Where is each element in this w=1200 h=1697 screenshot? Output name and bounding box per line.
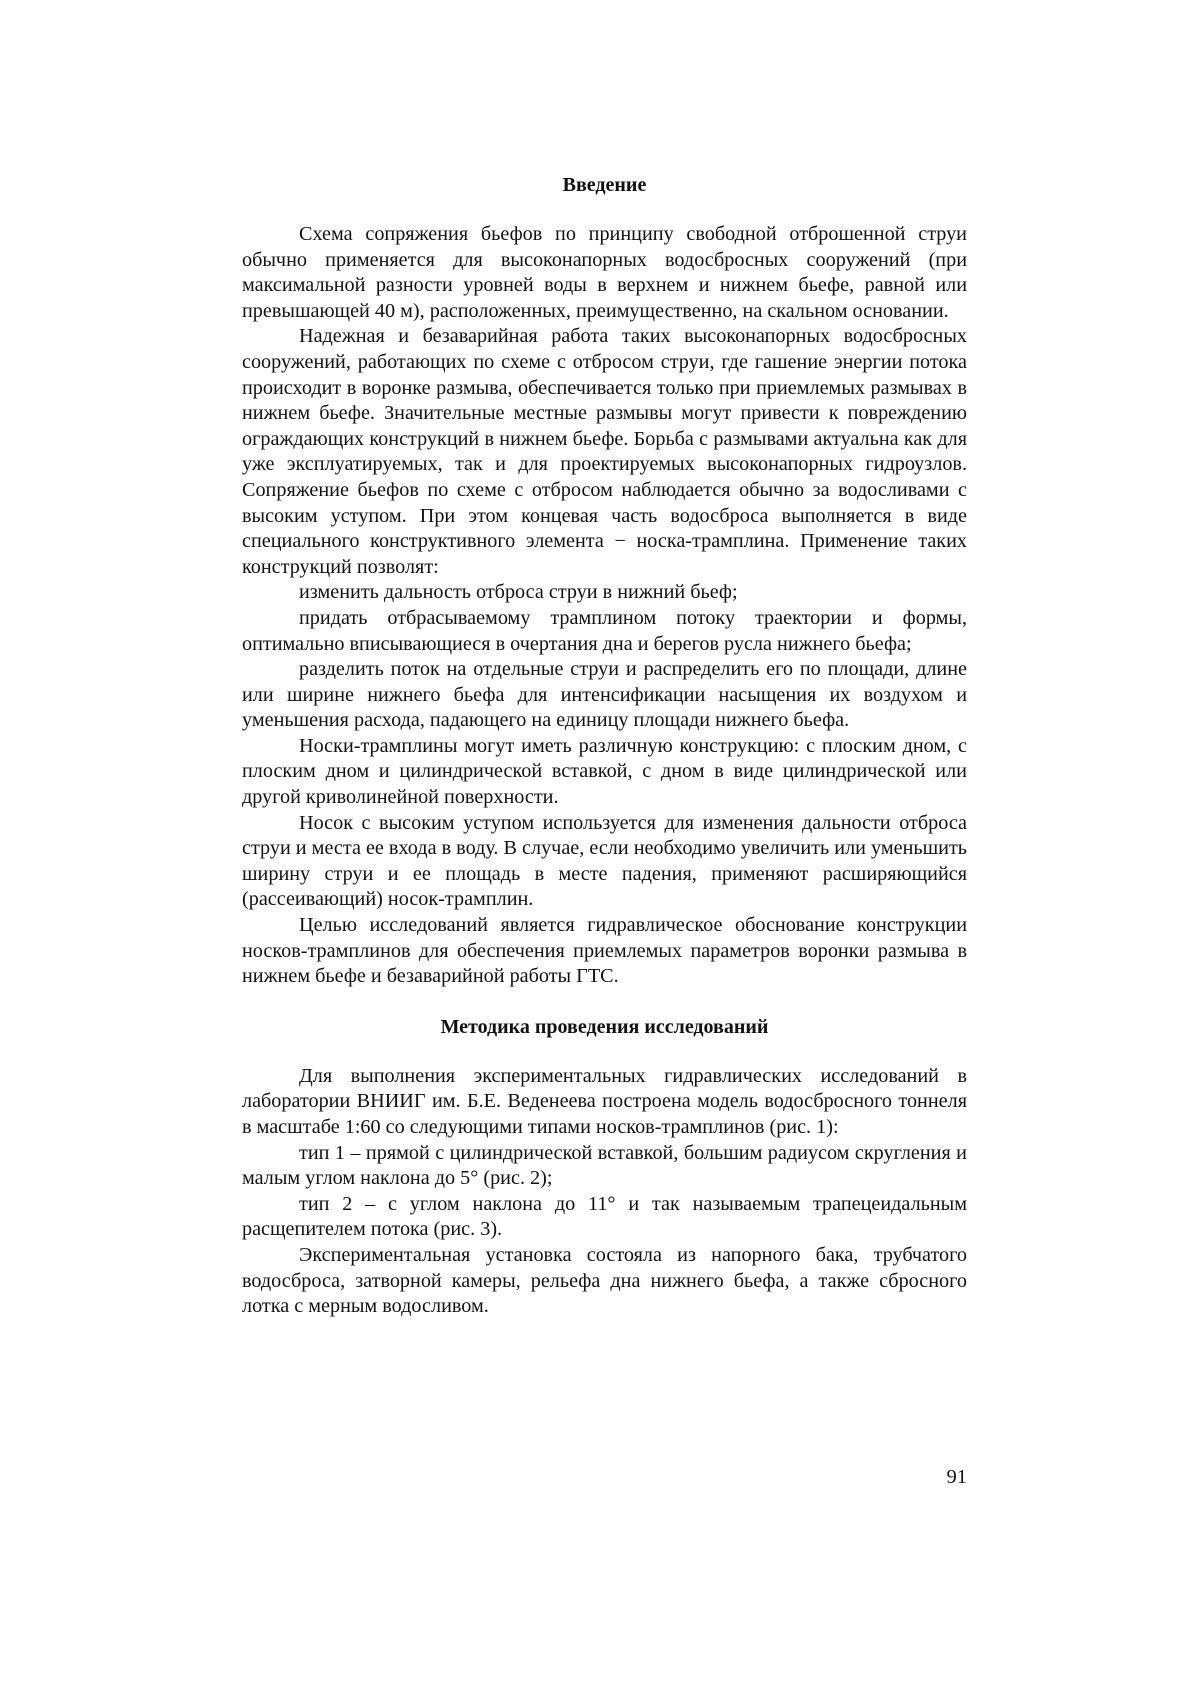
page-body (242, 172, 967, 1320)
intro-paragraph-2: Надежная и безаварийная работа таких высоконапорных водосбросных сооружений, работающих по схеме с отбросом струи, где гашение энергии потока происходит в воронке размыва, обеспечивается только при приемлемых размывах в нижнем бьефе. Значительные местные размывы могут привести к повреждению ограждающих конструкций в нижнем бьефе. Борьба с размывами актуальна как для уже эксплуатируемых, так и для проектируемых высоконапорных гидроузлов. Сопряжение бьефов по схеме с отбросом наблюдается обычно за водосливами с высоким уступом. При этом концевая часть водосброса выполняется в виде специального конструктивного элемента − носка-трамплина. Применение таких конструкций позволят: (242, 325, 967, 578)
intro-heading: Введение (562, 174, 647, 196)
method-heading: Методика проведения исследований (440, 1015, 769, 1038)
intro-list-item-1: изменить дальность отброса струи в нижний бьеф; (299, 581, 738, 604)
intro-list-item-2: придать отбрасываемому трамплином потоку траектории и формы, оптимально вписывающиеся в очертания дна и берегов русла нижнего бьефа; (242, 606, 967, 655)
intro-paragraph-5: Целью исследований является гидравлическое обоснование конструкции носков-трамплинов для обеспечения приемлемых параметров воронки размыва в нижнем бьефе и безаварийной работы ГТС. (242, 914, 967, 988)
intro-paragraph-4: Носок с высоким уступом используется для изменения дальности отброса струи и места ее входа в воду. В случае, если необходимо увеличить или уменьшить ширину струи и ее площадь в месте падения, применяют расширяющийся (рассеивающий) носок-трамплин. (242, 811, 967, 911)
page-number: 91 (946, 1466, 967, 1488)
intro-paragraph-1: Схема сопряжения бьефов по принципу свободной отброшенной струи обычно применяется для высоконапорных водосбросных сооружений (при максимальной разности уровней воды в верхнем и нижнем бьефе, равной или превышающей 40 м), расположенных, преимущественно, на скальном основании. (242, 223, 967, 322)
intro-list-item-3: разделить поток на отдельные струи и распределить его по площади, длине или ширине нижнего бьефа для интенсификации насыщения их воздухом и уменьшения расхода, падающего на единицу площади нижнего бьефа. (242, 658, 967, 732)
method-paragraph-2: Экспериментальная установка состояла из напорного бака, трубчатого водосброса, затворной камеры, рельефа дна нижнего бьефа, а также сбросного лотка с мерным водосливом. (242, 1243, 967, 1318)
intro-paragraph-3: Носки-трамплины могут иметь различную конструкцию: с плоским дном, с плоским дном и цилиндрической вставкой, с дном в виде цилиндрической или другой криволинейной поверхности. (242, 734, 967, 809)
method-list-item-1: тип 1 – прямой с цилиндрической вставкой, большим радиусом скругления и малым углом наклона до 5° (рис. 2); (242, 1141, 967, 1190)
method-list-item-2: тип 2 – с углом наклона до 11° и так называемым трапецеидальным расщепителем потока (рис. 3). (242, 1192, 967, 1241)
method-paragraph-1: Для выполнения экспериментальных гидравлических исследований в лаборатории ВНИИГ им. Б.Е. Веденеева построена модель водосбросного тоннеля в масштабе 1:60 со следующими типами носков-трамплинов (рис. 1): (242, 1064, 967, 1138)
